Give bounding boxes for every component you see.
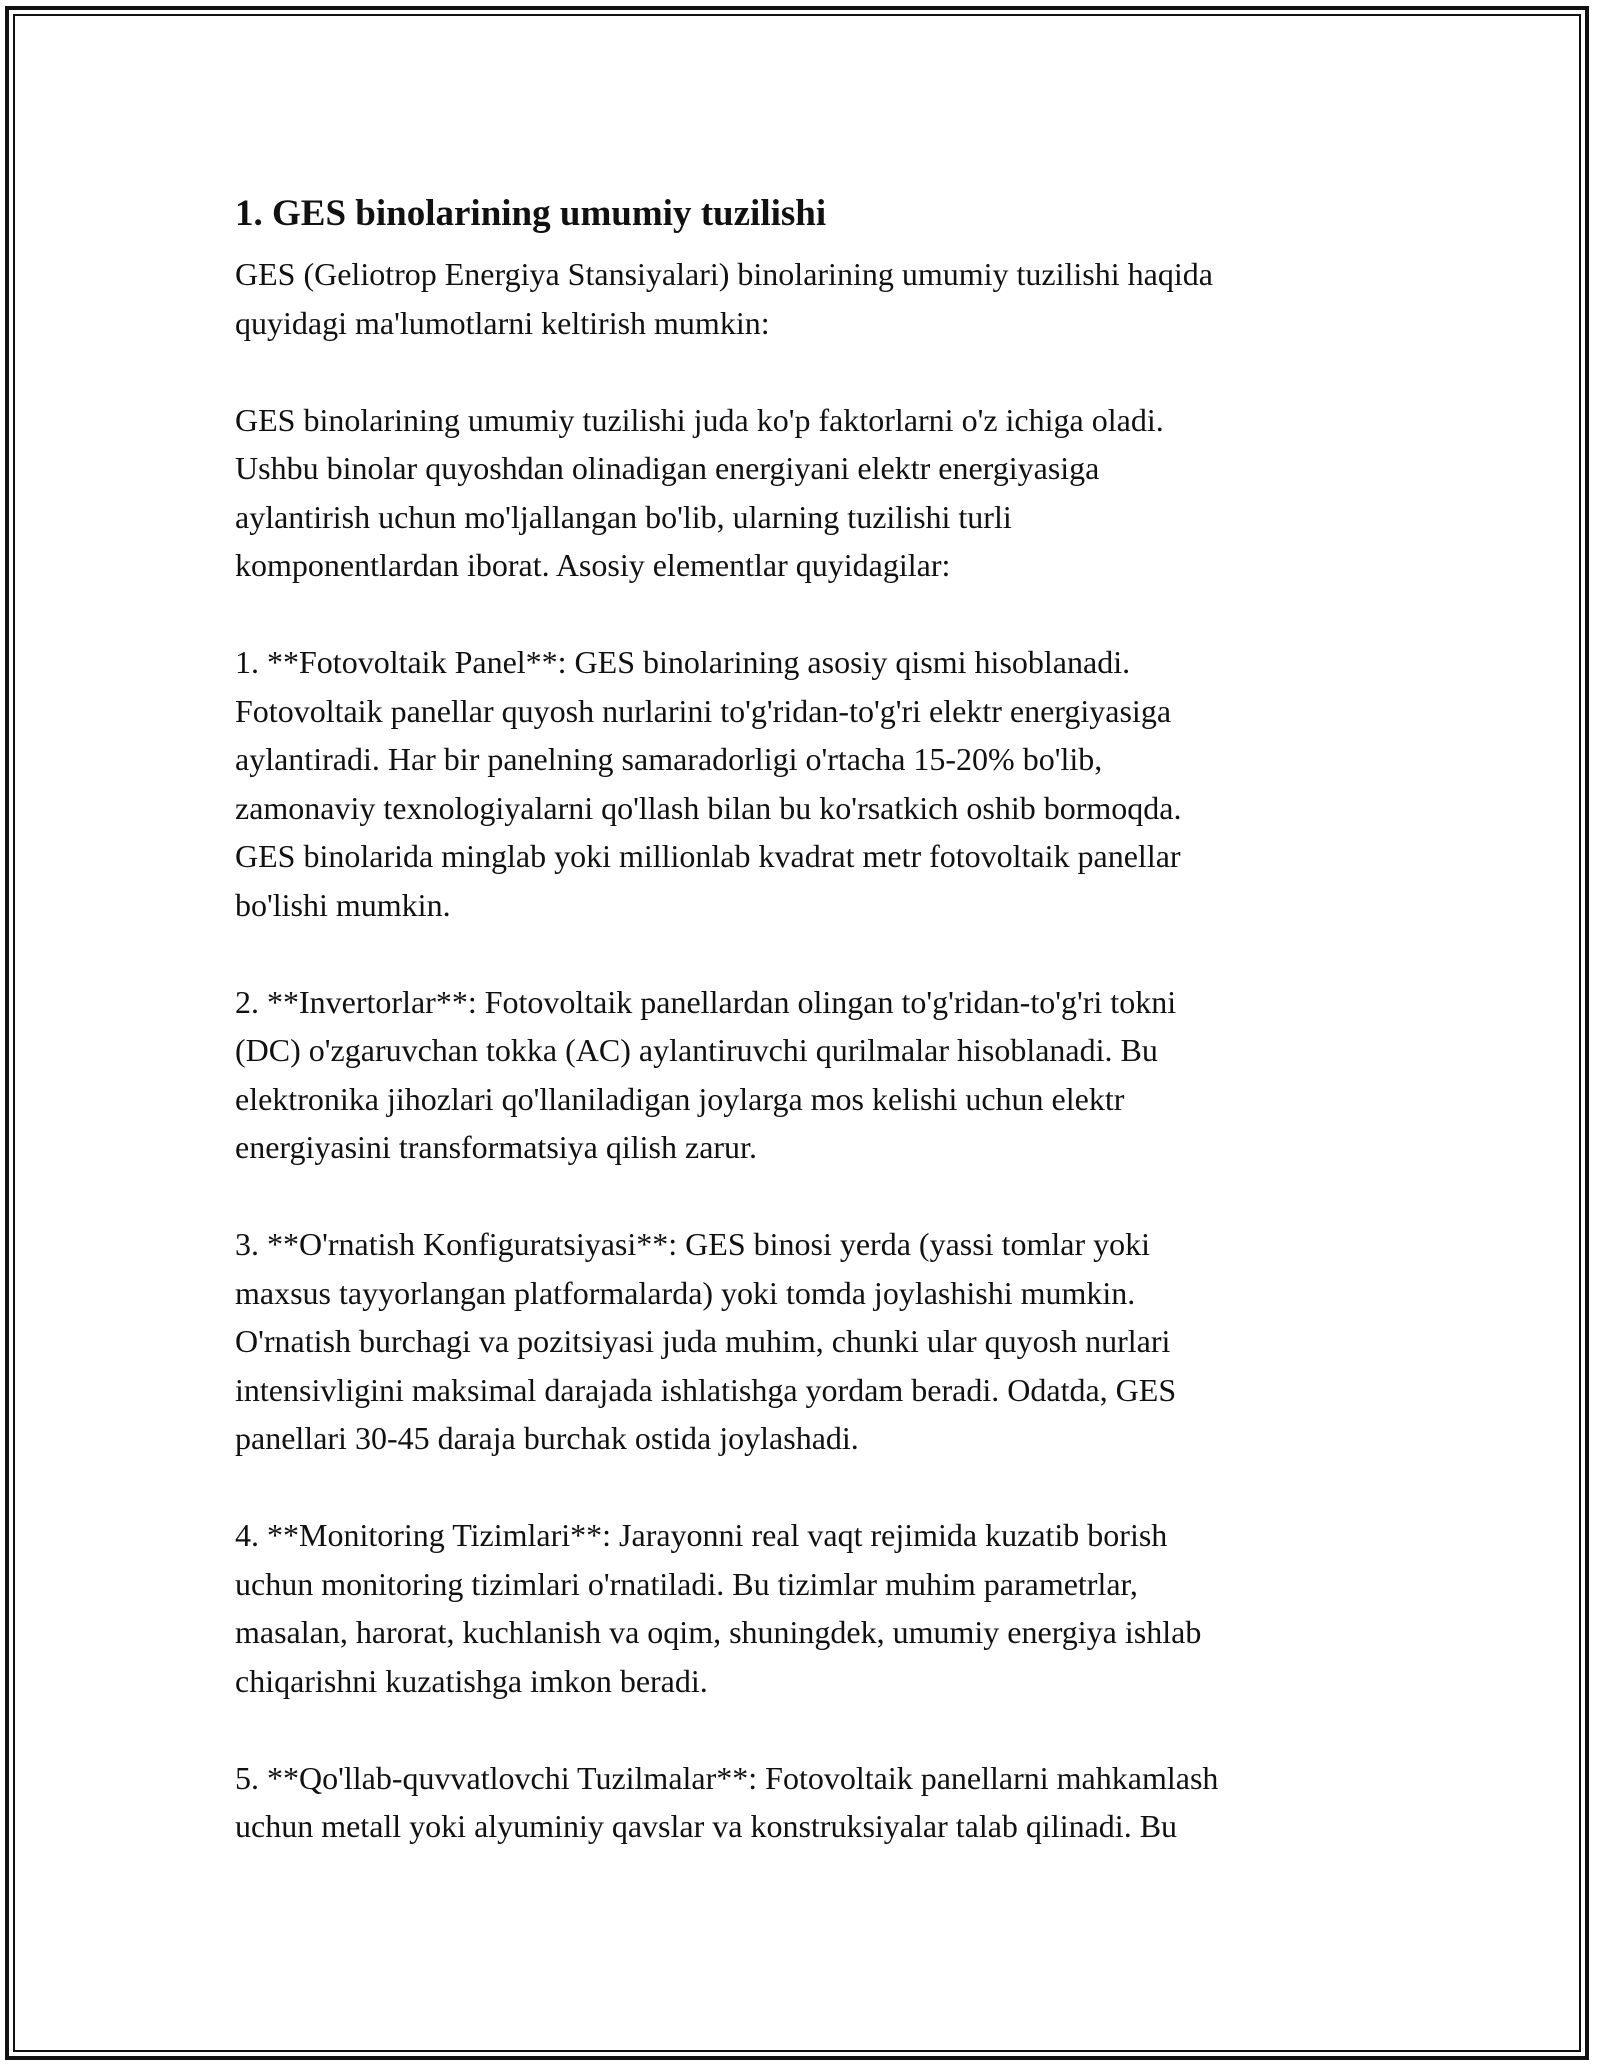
- paragraph-item-3: 3. **O'rnatish Konfiguratsiyasi**: GES binosi yerda (yassi tomlar yoki maxsus tayyorlangan platformalarda) yoki tomda joylashishi mumkin. O'rnatish burchagi va pozitsiyasi juda muhim, chunki ular quyosh nurlari intensivligini maksimal darajada ishlatishga yordam beradi. Odatda, GES panellari 30-45 daraja burchak ostida joylashadi.: [235, 1226, 1177, 1456]
- paragraph-intro: GES (Geliotrop Energiya Stansiyalari) binolarining umumiy tuzilishi haqida quyidagi ma'lumotlarni keltirish mumkin:: [235, 256, 1213, 341]
- document-title: 1. GES binolarining umumiy tuzilishi: [235, 193, 827, 234]
- paragraph-item-1: 1. **Fotovoltaik Panel**: GES binolarining asosiy qismi hisoblanadi. Fotovoltaik panellar quyosh nurlarini to'g'ridan-to'g'ri elektr energiyasiga aylantiradi. Har bir panelning samaradorligi o'rtacha 15-20% bo'lib, zamonaviy texnologiyalarni qo'llash bilan bu ko'rsatkich oshib bormoqda. GES binolarida minglab yoki millionlab kvadrat metr fotovoltaik panellar bo'lishi mumkin.: [235, 644, 1182, 923]
- document-body: [235, 188, 1375, 1851]
- paragraph-item-2: 2. **Invertorlar**: Fotovoltaik panellardan olingan to'g'ridan-to'g'ri tokni (DC) o'zgaruvchan tokka (AC) aylantiruvchi qurilmalar hisoblanadi. Bu elektronika jihozlari qo'llaniladigan joylarga mos kelishi uchun elektr energiyasini transformatsiya qilish zarur.: [235, 983, 1177, 1165]
- paragraph-item-4: 4. **Monitoring Tizimlari**: Jarayonni real vaqt rejimida kuzatib borish uchun monitoring tizimlari o'rnatiladi. Bu tizimlar muhim parametrlar, masalan, harorat, kuchlanish va oqim, shuningdek, umumiy energiya ishlab chiqarishni kuzatishga imkon beradi.: [235, 1517, 1202, 1699]
- paragraph-item-5: 5. **Qo'llab-quvvatlovchi Tuzilmalar**: Fotovoltaik panellarni mahkamlash uchun metall yoki alyuminiy qavslar va konstruksiyalar talab qilinadi. Bu: [235, 1759, 1219, 1844]
- paragraph-overview: GES binolarining umumiy tuzilishi juda ko'p faktorlarni o'z ichiga oladi. Ushbu binolar quyoshdan olinadigan energiyani elektr energiyasiga aylantirish uchun mo'ljallangan bo'lib, ularning tuzilishi turli komponentlardan iborat. Asosiy elementlar quyidagilar:: [235, 401, 1164, 583]
